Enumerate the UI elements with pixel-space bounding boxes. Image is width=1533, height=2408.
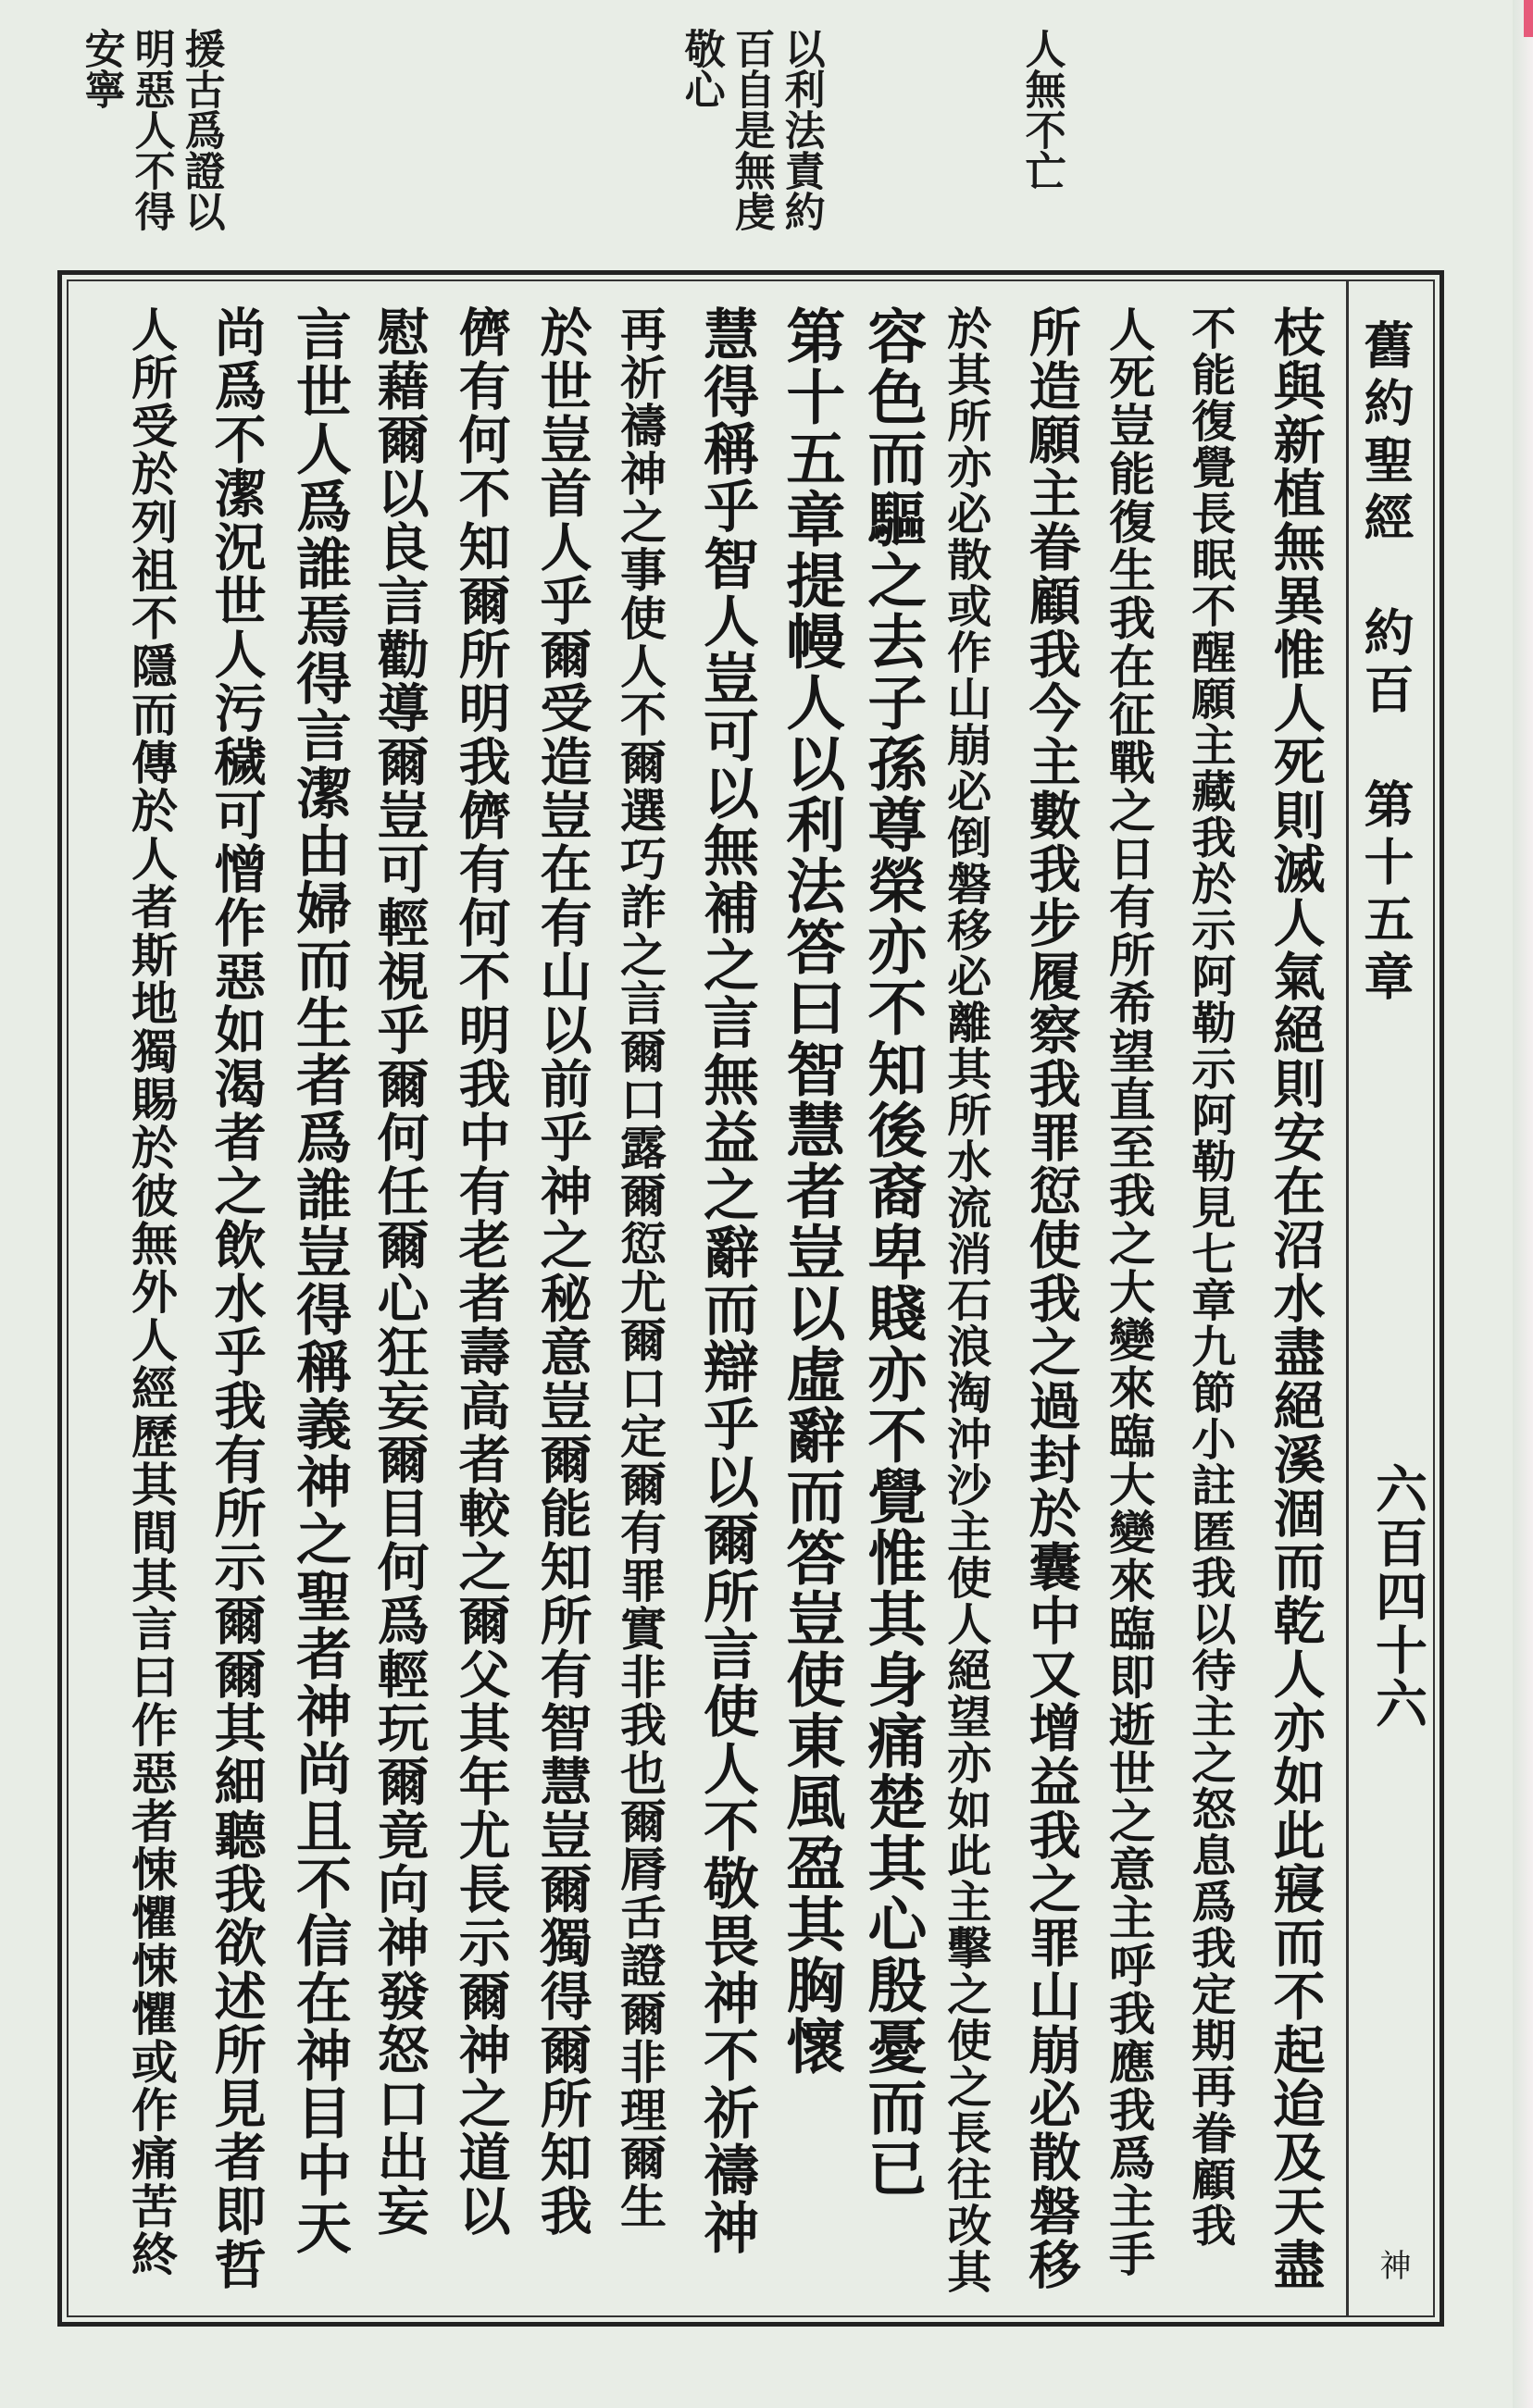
- page-edge-strip: [1524, 0, 1533, 37]
- text-column-12: 慰藉爾以良言勸導爾豈可輕視乎爾何任爾心狂妄爾目何爲輕玩爾竟向神發怒口出妄: [368, 305, 430, 2238]
- margin-note-2: 以利法責約: [777, 28, 825, 231]
- text-column-7: 第十五章提幔人以利法答曰智慧者豈以虛辭而答豈使東風盈其胸懷: [776, 305, 846, 2077]
- text-column-6: 容色而驅之去子孫尊榮亦不知後裔卑賤亦不覺惟其身痛楚其心殷憂而已: [857, 305, 928, 2199]
- text-column-14: 尚爲不潔況世人污穢可憎作惡如渴者之飲水乎我有所示爾爾其細聽我欲述所見者即哲: [206, 305, 268, 2291]
- text-column-5: 於其所亦必散或作山崩必倒磐移必離其所水流消石浪淘沖沙主使人絕望亦如此主擊之使之長往改其: [939, 305, 991, 2295]
- text-column-11: 儕有何不知爾所明我儕有何不明我中有老者壽高者較之爾父其年尤長示爾神之道以: [450, 305, 512, 2238]
- text-column-4: 所造願主眷顧我今主數我步履察我罪愆使我之過封於囊中又增益我之罪山崩必散磐移: [1020, 305, 1082, 2291]
- header-rule: [1346, 279, 1349, 2317]
- margin-note-5: 援古爲證以: [177, 28, 225, 231]
- margin-note-6: 明惡人不得: [127, 28, 175, 231]
- page-edge: [1513, 0, 1533, 2408]
- margin-note-7: 安寧: [77, 28, 125, 109]
- text-column-10: 於世豈首人乎爾受造豈在有山以前乎神之秘意豈爾能知所有智慧豈爾獨得爾所知我: [531, 305, 593, 2238]
- text-column-2: 不能復覺長眠不醒願主藏我於示阿勒示阿勒見七章九節小註匿我以待主之怒息爲我定期再眷顧我: [1183, 305, 1236, 2249]
- text-column-8: 慧得稱乎智人豈可以無補之言無益之辭而辯乎以爾所言使人不敬畏神不祈禱神: [694, 305, 759, 2256]
- text-column-9: 再祈禱神之事使人不爾選巧詐之言爾口露爾愆尤爾口定爾有罪實非我也爾脣舌證爾非理爾生: [613, 305, 667, 2230]
- page-footer: 神: [1374, 2249, 1411, 2280]
- page-number: 六百四十六: [1367, 1462, 1428, 1731]
- text-column-15: 人所受於列祖不隱而傳於人者斯地獨賜於彼無外人經歷其間其言曰作惡者悚懼悚懼或作痛苦終: [124, 305, 179, 2278]
- margin-note-1: 人無不亡: [1017, 28, 1066, 191]
- margin-note-4: 敬心: [677, 28, 725, 109]
- text-column-13: 言世人爲誰焉得言潔由婦而生者爲誰豈得稱義神之聖者神尚且不信在神目中天: [287, 305, 352, 2256]
- running-head: 舊約聖經 約百 第十五章: [1356, 319, 1415, 1008]
- bleed-through-text: [1278, 28, 1327, 150]
- margin-note-3: 百自是無虔: [727, 28, 775, 231]
- text-column-1: 枝與新植無異惟人死則滅人氣絕則安在沼水盡絕溪涸而乾人亦如此寢而不起迨及天盡: [1265, 305, 1327, 2291]
- text-column-3: 人死豈能復生我在征戰之日有所希望直至我之大變來臨大變來臨即逝世之意主呼我應我爲主手: [1102, 305, 1156, 2278]
